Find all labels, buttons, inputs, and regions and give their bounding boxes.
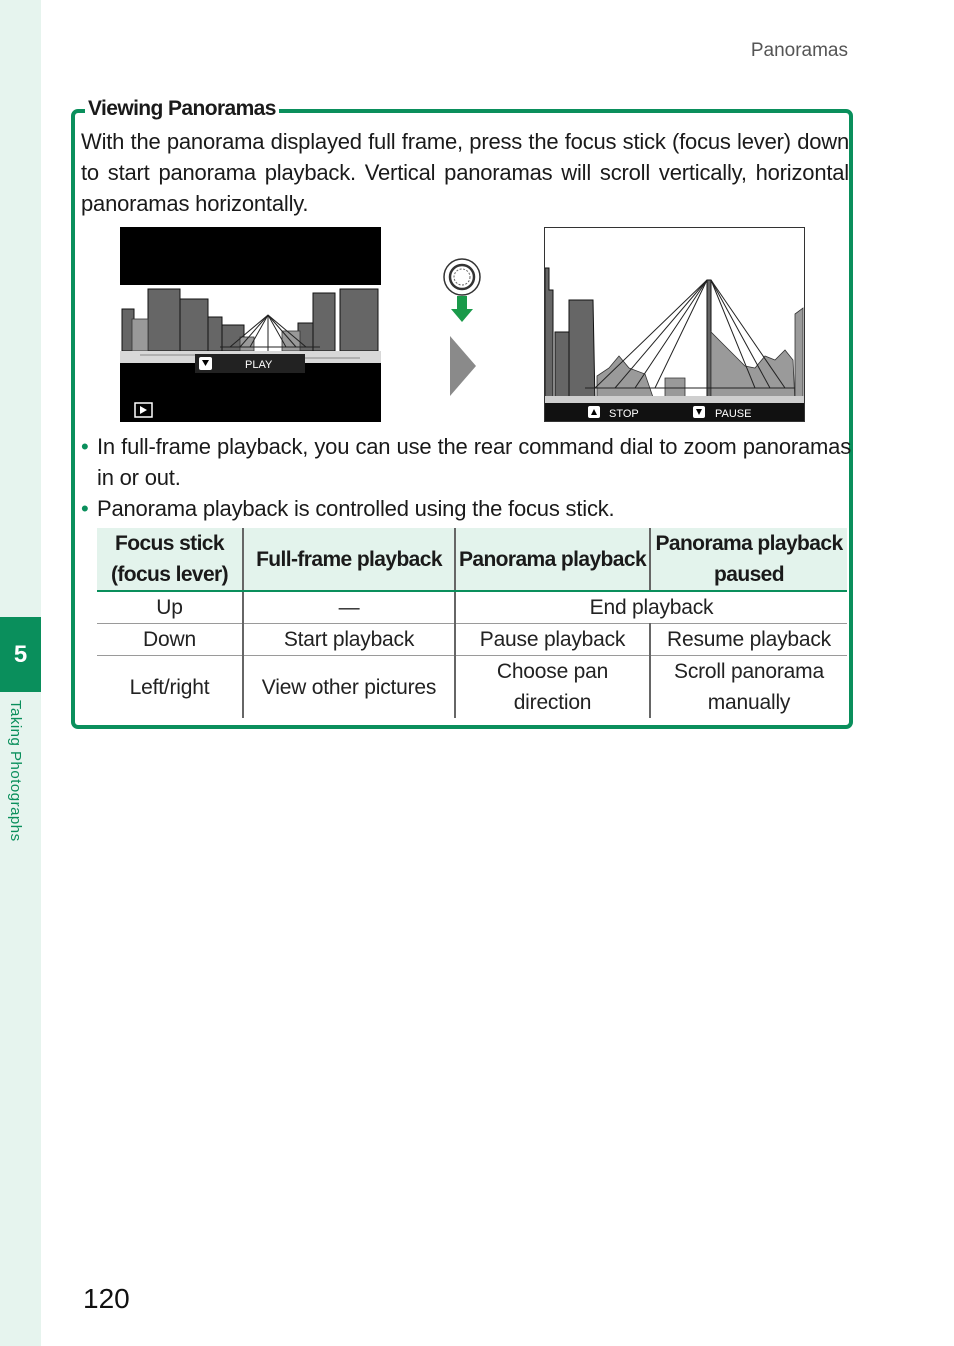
bullet-item (81, 493, 851, 524)
intro-paragraph: With the panorama displayed full frame, press the focus stick (focus lever) down to start panorama playback. Vertical panoramas will scroll vertically, horizontal panoramas horizontally. (81, 129, 849, 216)
table-cell: Start playback (243, 624, 455, 656)
table-row (97, 591, 847, 624)
table-row (97, 624, 847, 656)
column-header: Full-frame playback (243, 528, 455, 591)
next-arrow-icon (450, 336, 476, 396)
table-cell: Up (156, 596, 183, 619)
table-cell: Scroll panorama manually (650, 656, 847, 719)
page-number: 120 (83, 1283, 130, 1314)
running-head: Panoramas (750, 40, 848, 61)
bullet-text: Panorama playback is controlled using the focus stick. (97, 496, 615, 521)
play-prompt-label: PLAY (245, 359, 273, 371)
column-header: Panorama playback (455, 528, 650, 591)
bullet-dot: • (81, 496, 89, 521)
bullet-text: In full-frame playback, you can use the rear command dial to zoom panoramas in or out. (97, 434, 851, 490)
column-header: Focus stick (focus lever) (97, 528, 243, 591)
chapter-label: Taking Photographs (7, 700, 24, 842)
panorama-playback-image (545, 228, 804, 421)
box-title: Viewing Panoramas (85, 97, 279, 121)
table-header-row (97, 528, 847, 591)
chapter-number: 5 (13, 640, 28, 668)
bullet-list (81, 431, 851, 524)
table-cell: End playback (455, 591, 847, 624)
table-cell: Choose pan direction (455, 656, 650, 719)
table-cell: Resume playback (650, 624, 847, 656)
table-cell: — (243, 591, 455, 624)
chapter-tab (0, 617, 41, 692)
table-cell: View other pictures (243, 656, 455, 719)
arrow-down-icon (451, 296, 473, 322)
focus-stick-controls-table (97, 528, 847, 718)
focus-stick-icon (440, 256, 484, 326)
panorama-playback-screen (544, 227, 805, 422)
bullet-item (81, 431, 851, 493)
stop-label: STOP (609, 408, 639, 420)
table-cell: Down (97, 624, 243, 656)
pause-label: PAUSE (715, 408, 752, 420)
bullet-dot: • (81, 434, 89, 459)
table-row (97, 656, 847, 719)
full-frame-screen (120, 227, 381, 422)
column-header: Panorama playback paused (650, 528, 847, 591)
table-cell: Pause playback (455, 624, 650, 656)
full-frame-panorama-image (120, 227, 381, 422)
table-cell: Left/right (97, 656, 243, 719)
